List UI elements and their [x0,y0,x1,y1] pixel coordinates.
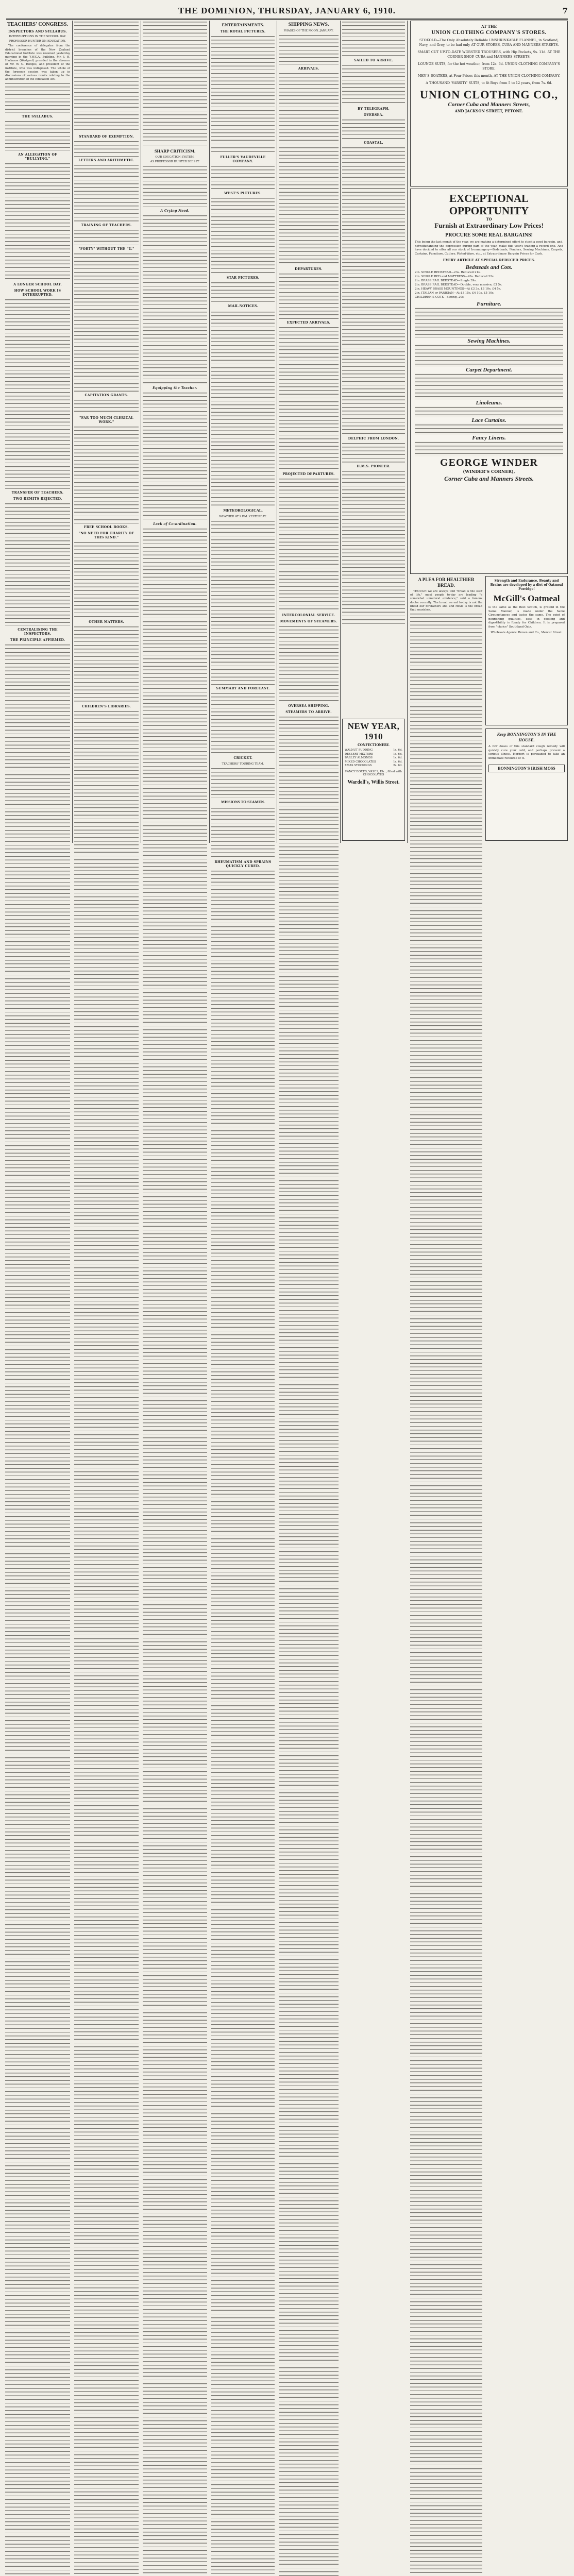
text-block [74,399,139,414]
text-block [342,118,405,139]
newyear-footer: FANCY BOXES, VASES, Etc., filled with CHOCOLATES [345,770,402,776]
text-block [143,21,207,142]
text-block [342,146,405,435]
subhead-charity: "NO NEED FOR CHARITY OF THIS KIND." [78,532,134,539]
newspaper-page [0,0,574,869]
winder-bedstead-item: 2in. SINGLE BED and MATTRESS—26s. Reduced 22s. [415,275,495,278]
subhead-intercolonial: INTERCOLONIAL SERVICE. [282,614,335,618]
subhead-centralising: CENTRALISING THE INSPECTORS. [18,628,58,636]
subhead-pioneer: H.M.S. PIONEER. [357,465,391,468]
text-block [74,625,139,703]
text-block [211,311,275,506]
winder-h-fancy: Fancy Linens. [472,435,506,441]
text-block [279,478,339,612]
text-block [74,541,139,618]
text-block [342,21,405,57]
subhead-training: TRAINING OF TEACHERS. [81,224,132,227]
subhead-principle: THE PRINCIPLE AFFIRMED. [10,638,65,642]
headline-entertainments: ENTERTAINMENTS. [222,22,264,27]
text-block [342,442,405,463]
subhead-forecast: SUMMARY AND FORECAST. [216,687,270,691]
newyear-item-name: MIXED CHOCOLATES [345,760,376,764]
headline-shipping-news: SHIPPING NEWS. [288,22,329,27]
union-petone: AND JACKSON STREET, PETONE. [454,109,524,113]
subhead-delphic: DELPHIC FROM LONDON. [348,437,399,440]
text-block [279,34,339,65]
oatmeal-top: Strength and Endurance, Beauty and Brains are developed by a diet of Oatmeal Porridge! [490,579,563,591]
text-block [211,692,275,754]
text-block [143,392,207,520]
ad-union-clothing [410,21,568,187]
subhead-other-matters: OTHER MATTERS. [89,620,124,624]
column-rule [340,21,341,843]
ad-bonningtons [485,728,568,841]
newyear-item [345,753,402,757]
ad-new-year [342,719,405,841]
winder-h-lace: Lace Curtains. [471,417,507,423]
column-rule [407,21,408,843]
text-block [279,716,339,2576]
subhead-inspectors: INSPECTORS AND SYLLABUS. [8,30,67,33]
text-block [342,470,405,624]
winder-h-sewing: Sewing Machines. [467,338,511,344]
newyear-sub: CONFECTIONERY. [357,743,390,747]
subhead-telegraph: BY TELEGRAPH. [358,107,390,111]
text-block [415,441,563,456]
text-block [74,229,139,245]
subhead-transfer: TRANSFER OF TEACHERS. [11,491,64,495]
headline-cricket: CRICKET. [233,755,252,760]
column-shipping [279,21,339,843]
subhead-coastal: COASTAL. [364,141,383,145]
subhead-arrivals: ARRIVALS. [298,67,319,71]
subhead-syllabus: THE SYLLABUS. [22,115,54,119]
newyear-item-name: WALNUT PUDDING [345,749,373,752]
subhead-wests: WEST'S PICTURES. [224,192,262,195]
text-block [143,214,207,384]
winder-company: GEORGE WINDER [440,457,538,468]
newyear-item-price: 1s. 6d. [393,760,402,764]
winder-bedstead-item: 2in. BRASS RAIL BEDSTEAD—Double, very massive, £3 5s. [415,283,502,286]
subhead-movements: MOVEMENTS OF STEAMERS. [280,620,337,624]
text-block [5,120,70,151]
union-line: STOKOLD—The Only Absolutely Reliable UNSHRINKABLE FLANNEL, in Scotland, Navy, and Grey, to be had only AT OUR STORES, CUBA AND MANNERS STREETS. [419,38,559,47]
text-block [74,252,139,392]
subhead-longer-day: A LONGER SCHOOL DAY. [13,283,62,287]
subhead-crying-need: A Crying Need. [160,209,190,213]
subhead-hunter-sees: AS PROFESSOR HUNTER SEES IT. [150,160,200,164]
subhead-royal-pictures: THE ROYAL PICTURES. [220,30,266,33]
subhead-coordination: Lack of Co-ordination. [153,522,197,527]
winder-h-furniture: Furniture. [477,301,501,307]
text-block [5,162,70,281]
subhead-touring-team: TEACHERS' TOURING TEAM. [222,762,264,766]
oatmeal-body: is the same as the Best Scotch, is ground in the Same Manner, is made under the Same Circumstances and tastes the same. The point of nourishing qualities, ease in cooking and digestibility is Ready for Children. It is prepared from "choice" Southland Oats. [488,606,565,629]
winder-bedstead-item: CHILDREN'S COTS—Strong, 20s. [415,296,465,299]
winder-bedstead-item: 2in. SINGLE BEDSTEAD—23s. Reduced 21s. [415,271,481,274]
subhead-standard-exemption: STANDARD OF EXEMPTION. [79,135,134,139]
text-block [5,643,70,2576]
subhead-school-work: HOW SCHOOL WORK IS INTERRUPTED. [14,289,61,297]
text-block [5,502,70,626]
text-block [211,165,275,190]
headline-teachers-congress: TEACHERS' CONGRESS. [7,22,68,27]
newyear-item [345,760,402,765]
text-block [211,767,275,798]
text-block [415,307,563,338]
column-entertainments [211,21,275,869]
text-block [410,613,482,2576]
text-block [143,165,207,207]
union-at-the: AT THE [481,24,497,29]
masthead-title: THE DOMINION, THURSDAY, JANUARY 6, 1910. [178,6,396,15]
text-block [74,140,139,157]
column-teachers-cont [74,21,139,843]
union-corner: Corner Cuba and Manners Streets, [448,101,530,108]
text-block [211,281,275,302]
winder-bedstead-item: 2in. BRASS RAIL BEDSTEAD—Single 39s. [415,279,477,282]
text-block [143,528,207,2576]
newyear-item-name: DESSERT MIXTURE [345,752,374,756]
text-block [415,406,563,417]
text-block [211,520,275,685]
winder-procure: PROCURE SOME REAL BARGAINS! [445,232,533,238]
newyear-item-price: 1s. 6d. [393,752,402,756]
text-block [342,64,405,105]
subhead-sailed: SAILED TO ARRIVE. [354,59,393,62]
text-block [74,21,139,133]
subhead-bullying: AN ALLEGATION OF "BULLYING." [18,153,57,161]
subhead-weather: WEATHER AT 9 P.M. YESTERDAY. [219,515,267,518]
text-block [279,625,339,702]
oatmeal-brand: McGill's Oatmeal [493,594,560,603]
newyear-item-name: BARLEY ALMONDS [345,756,373,759]
winder-to: TO [486,217,492,222]
text-block [211,807,275,858]
text-block [415,373,563,400]
subhead-remits-rejected: TWO REMITS REJECTED. [13,497,62,501]
subhead-expected: EXPECTED ARRIVALS. [287,321,330,325]
text-block [279,326,339,470]
text-block [211,197,275,274]
page-number: 7 [562,6,568,15]
winder-bedstead-item: 2in. HEAVY BRASS MOUNTINGS—At £3 3s. £3 10s. £4 5s. [415,287,501,291]
winder-h-carpet: Carpet Department. [466,367,512,373]
text-block [74,164,139,222]
winder-corner-name: (WINDER'S CORNER), [463,469,515,474]
subhead-projected: PROJECTED DEPARTURES. [282,472,335,477]
subhead-education-system: OUR EDUCATION SYSTEM. [155,156,195,159]
moss-brand: BONNINGTON'S IRISH MOSS [488,765,565,772]
subhead-interruptions: INTERRUPTIONS IN THE SCHOOL DAY. [9,35,66,38]
article-healthier-bread [410,576,482,843]
masthead [6,3,568,20]
subhead-steamers-arrive: STEAMERS TO ARRIVE. [285,710,332,715]
union-line: LOUNGE SUITS, for the hot weather, from 12s. 6d. UNION CLOTHING COMPANY'S STORE. [418,62,560,71]
winder-h-bedsteads: Bedsteads and Cots. [465,264,513,270]
headline-sharp-criticism: SHARP CRITICISM. [154,148,196,154]
text-block [74,426,139,523]
subhead-star: STAR PICTURES. [226,276,260,280]
text-block [279,72,339,265]
newyear-item-price: 1s. 6d. [393,749,402,752]
text-block [211,35,275,154]
union-company: UNION CLOTHING CO., [419,88,559,101]
winder-every: EVERY ARTICLE AT SPECIAL REDUCED PRICES. [443,258,535,262]
subhead-equipping: Equipping the Teacher. [153,386,197,391]
newyear-title: NEW YEAR, 1910 [347,721,400,741]
subhead-clerical: "FAR TOO MUCH CLERICAL WORK." [79,416,133,424]
union-stores: UNION CLOTHING COMPANY'S STORES. [431,30,547,36]
text-block [5,298,70,489]
column-rule [209,21,210,843]
winder-body: This being the last month of the year, we are making a determined effort to stock a good bargain, and, notwithstanding the depression during part of the year, make this year's trading a record one. And have decided to offer all our stock of Ironmongery—Bedsteads, Fenders, Sewing Machines, Carpets, Curtains, Furniture, Cutlery, Plated-Ware, etc., at Extraordinary Bargain Prices for Cash. [415,241,563,256]
ad-george-winder [410,189,568,574]
winder-sub: Furnish at Extraordinary Low Prices! [434,222,544,229]
oatmeal-footer: Wholesale Agents: Brown and Co., Mercer Street. [491,631,563,634]
headline-missions: MISSIONS TO SEAMEN. [221,800,265,805]
newyear-item [345,749,402,753]
headline-mail-notices: MAIL NOTICES. [228,303,258,308]
newyear-item-price: 1s. 6d. [393,756,402,759]
headline-meteorological: METEOROLOGICAL. [223,508,263,513]
newyear-item [345,764,402,768]
column-rule [72,21,73,843]
winder-headline: EXCEPTIONAL OPPORTUNITY [449,192,529,217]
subhead-departures: DEPARTURES. [295,267,323,272]
winder-h-linoleums: Linoleums. [476,400,502,406]
subhead-rheumatism: RHEUMATISM AND SPRAINS QUICKLY CURED. [214,860,272,869]
subhead-fullers: FULLER'S VAUDEVILLE COMPANY. [220,156,266,163]
winder-bedsteads [415,270,563,299]
moss-top: Keep BONNINGTON'S IN THE HOUSE. [497,732,556,742]
subhead-oversea-6: OVERSEA. [363,113,384,117]
column-teachers-congress [5,21,70,843]
subhead-capitation: CAPITATION GRANTS. [85,394,128,397]
subhead-free-books: FREE SCHOOL BOOKS. [84,526,129,529]
union-line: SMART CUT UP-TO-DATE WORSTED TROUSERS, with Hip Pockets, 9s. 11d. AT THE CORNER SHOP, CUBA and MANNERS STREETS. [417,50,561,59]
text-block [74,710,139,2576]
union-line: A THOUSAND 'VARSITY' SUITS, to fit Boys from 5 to 12 years, from 7s. 6d. [426,81,552,85]
text-block [5,82,70,113]
article-intro: The conference of delegates from the district branches of the New Zealand Educational Institute was resumed yesterday morning in the Y.W.C.A. Building. Mr. J. H. Harkness (Westport) presided in the absence of Mr. W. G. Hodges, and president of the institute, who was indisposed. The whole of the forenoon session was taken up in discussions of various remits relating to the administration of the Education Act. [5,44,70,81]
union-lines [415,38,563,86]
column-sharp-criticism [143,21,207,843]
text-block [211,870,275,2576]
union-line: MEN'S BOATERS, at Four Prices this month, AT THE UNION CLOTHING COMPANY. [417,74,561,78]
bread-body: THOUGH we are always told "bread is the staff of life," most people to-day are leading "a somewhat unnatural existence," said a famous doctor recently. The bread we eat to-day is not the bread our forefathers ate, and Hovis is the bread that nourishes. [410,590,482,612]
subhead-forty: "FORTY" WITHOUT THE "U." [78,247,134,251]
winder-bedstead-item: 2in. ITALIAN or PARISIAN—At £3 15s. £4 10s. £5 10s. [415,292,495,295]
newyear-address: Wardell's, Willis Street. [347,779,400,785]
subhead-libraries: CHILDREN'S LIBRARIES. [81,705,131,708]
subhead-professor-hunter: PROFESSOR HUNTER ON EDUCATION. [9,40,66,43]
winder-address: Corner Cuba and Manners Streets. [444,475,534,482]
ad-mcgills-oatmeal [485,576,568,725]
bread-headline: A PLEA FOR HEALTHIER BREAD. [418,577,475,588]
text-block [415,423,563,435]
newyear-item-name: XMAS STOCKINGS [345,764,372,767]
text-block [415,344,563,367]
newyear-item-price: 2s. 6d. [393,764,402,767]
subhead-oversea: OVERSEA SHIPPING. [288,704,329,708]
newyear-items [345,749,402,768]
moon-phases: PHASES OF THE MOON. JANUARY. [283,29,334,32]
newyear-item [345,756,402,760]
subhead-letters: LETTERS AND ARITHMETIC. [78,159,134,162]
text-block [279,273,339,319]
moss-body: A few doses of this standard cough remedy will quickly cure your cold, and perhaps prevent a serious illness. Herbert is persuaded to take an immediate recourse of it. [488,745,565,760]
